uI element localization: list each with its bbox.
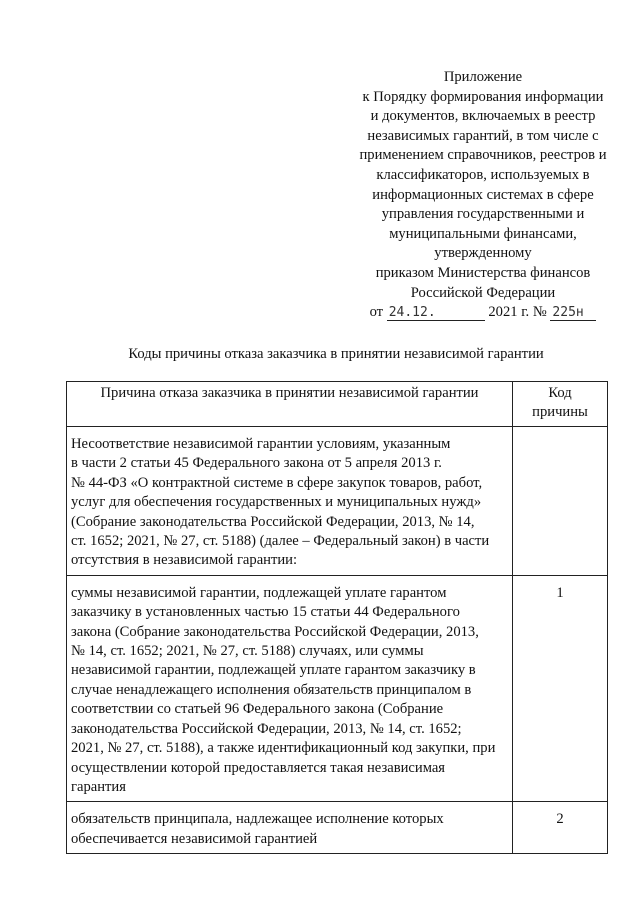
- year-text: 2021 г. №: [488, 304, 547, 321]
- appendix-line: управления государственными и: [381, 206, 585, 223]
- table-header-row: [67, 382, 608, 427]
- handwritten-date: 24.12.: [387, 305, 485, 321]
- reason-codes-table: [66, 381, 608, 854]
- header-reason: Причина отказа заказчика в принятии независимой гарантии: [67, 382, 513, 427]
- appendix-line: информационных системах в сфере: [372, 186, 594, 203]
- appendix-block: [336, 68, 630, 323]
- reason-cell: [67, 575, 513, 801]
- reason-line: (Собрание законодательства Российской Федерации, 2013, № 14,: [71, 513, 475, 530]
- order-date-line: [336, 303, 630, 323]
- table-row: [67, 427, 608, 576]
- appendix-line: классификаторов, используемых в: [376, 166, 590, 183]
- reason-line: суммы независимой гарантии, подлежащей уплате гарантом: [71, 584, 447, 601]
- reason-line: заказчику в установленных частью 15 статьи 44 Федерального: [71, 604, 460, 621]
- reason-line: закона (Собрание законодательства Российской Федерации, 2013,: [71, 623, 479, 640]
- appendix-line: независимых гарантий, в том числе с: [367, 127, 599, 144]
- reason-line: обязательств принципала, надлежащее исполнение которых: [71, 811, 444, 828]
- reason-line: 2021, № 27, ст. 5188), а также идентификационный код закупки, при: [71, 740, 496, 757]
- appendix-line: и документов, включаемых в реестр: [370, 108, 596, 125]
- reason-line: гарантия: [71, 778, 126, 795]
- reason-line: № 44-ФЗ «О контрактной системе в сфере закупок товаров, работ,: [71, 474, 483, 491]
- handwritten-order-number: 225н: [550, 305, 596, 321]
- appendix-line: муниципальными финансами,: [389, 225, 577, 242]
- appendix-line: применением справочников, реестров и: [359, 147, 607, 164]
- reason-cell: [67, 802, 513, 854]
- appendix-line: Приложение: [443, 69, 523, 85]
- from-prefix: от: [369, 304, 384, 321]
- document-title: Коды причины отказа заказчика в принятии независимой гарантии: [128, 346, 544, 362]
- appendix-line: Российской Федерации: [410, 284, 556, 301]
- table-row: [67, 575, 608, 801]
- header-code: [513, 382, 608, 427]
- appendix-line: утвержденному: [434, 245, 532, 262]
- reason-line: обеспечивается независимой гарантией: [71, 830, 318, 847]
- reason-line: Несоответствие независимой гарантии условиям, указанным: [71, 436, 451, 452]
- code-cell: 2: [513, 802, 608, 854]
- reason-line: отсутствия в независимой гарантии:: [71, 552, 298, 569]
- reason-line: законодательства Российской Федерации, 2013, № 14, ст. 1652;: [71, 720, 462, 737]
- reason-line: независимой гарантии, подлежащей уплате гарантом заказчику в: [71, 662, 476, 679]
- reason-line: в части 2 статьи 45 Федерального закона от 5 апреля 2013 г.: [71, 455, 442, 472]
- reason-cell: [67, 427, 513, 576]
- table-row: [67, 802, 608, 854]
- reason-line: № 14, ст. 1652; 2021, № 27, ст. 5188) случаях, или суммы: [71, 643, 424, 660]
- appendix-line: к Порядку формирования информации: [362, 88, 604, 105]
- code-cell: [513, 427, 608, 576]
- reason-line: услуг для обеспечения государственных и муниципальных нужд»: [71, 494, 482, 511]
- reason-line: соответствии со статьей 96 Федерального закона (Собрание: [71, 701, 444, 718]
- reason-line: осуществлении которой предоставляется такая независимая: [71, 759, 446, 776]
- code-cell: 1: [513, 575, 608, 801]
- reason-line: ст. 1652; 2021, № 27, ст. 5188) (далее – Федеральный закон) в части: [71, 533, 490, 550]
- reason-line: случае ненадлежащего исполнения обязательств принципалом в: [71, 681, 472, 698]
- appendix-line: приказом Министерства финансов: [375, 264, 591, 281]
- header-code-line: Код: [548, 385, 572, 401]
- header-code-line: причины: [532, 404, 588, 421]
